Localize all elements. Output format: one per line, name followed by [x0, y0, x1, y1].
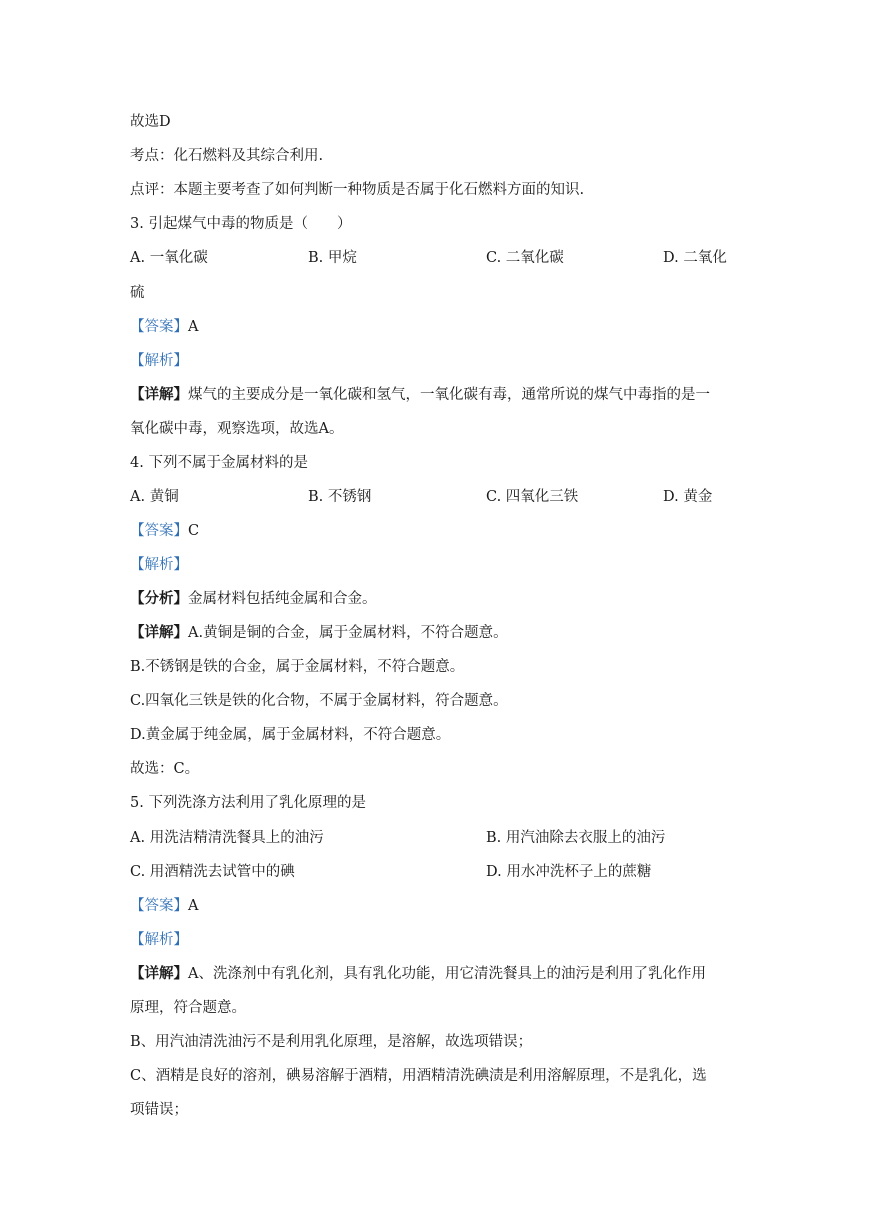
- question-4-stem: 4. 下列不属于金属材料的是: [130, 455, 308, 471]
- answer-line: [130, 317, 198, 337]
- text-line: B、用汽油清洗油污不是利用乳化原理，是溶解，故选项错误；: [130, 1034, 533, 1050]
- q5-option-a: A. 用洗洁精清洗餐具上的油污: [130, 830, 324, 846]
- detail-text: A.黄铜是铜的合金，属于金属材料，不符合题意。: [188, 625, 508, 641]
- analysis-tag: 【解析】: [130, 557, 188, 573]
- text-line: C.四氧化三铁是铁的化合物，不属于金属材料，符合题意。: [130, 693, 508, 709]
- answer-value: A: [188, 898, 199, 914]
- text-line: C、酒精是良好的溶剂，碘易溶解于酒精，用酒精清洗碘渍是利用溶解原理，不是乳化，选: [130, 1068, 707, 1084]
- q3-option-a: A. 一氧化碳: [130, 250, 208, 266]
- question-3-stem: 3. 引起煤气中毒的物质是（ ）: [130, 216, 352, 232]
- q4-option-a: A. 黄铜: [130, 489, 179, 505]
- q4-option-c: C. 四氧化三铁: [486, 489, 579, 505]
- q4-option-b: B. 不锈钢: [308, 489, 372, 505]
- detail-text: 煤气的主要成分是一氧化碳和氢气，一氧化碳有毒，通常所说的煤气中毒指的是一: [188, 387, 710, 403]
- text-line: 项错误；: [130, 1102, 188, 1118]
- fenxi-tag: 【分析】: [130, 590, 188, 607]
- analysis-tag: 【解析】: [130, 932, 188, 948]
- q5-option-c: C. 用酒精洗去试管中的碘: [130, 864, 295, 880]
- q3-option-c: C. 二氧化碳: [486, 250, 564, 266]
- q4-option-d: D. 黄金: [663, 489, 713, 505]
- detail-tag: 【详解】: [130, 386, 188, 403]
- answer-line: [130, 896, 198, 916]
- detail-tag: 【详解】: [130, 965, 188, 982]
- text-line: B.不锈钢是铁的合金，属于金属材料，不符合题意。: [130, 659, 465, 675]
- q5-option-d: D. 用水冲洗杯子上的蔗糖: [486, 864, 652, 880]
- text-line: 故选：C。: [130, 761, 200, 777]
- answer-value: A: [188, 319, 199, 335]
- answer-tag: 【答案】: [130, 898, 188, 914]
- text-line: D.黄金属于纯金属，属于金属材料，不符合题意。: [130, 727, 451, 743]
- text-line: 点评：本题主要考查了如何判断一种物质是否属于化石燃料方面的知识.: [130, 182, 585, 198]
- detail-tag: 【详解】: [130, 624, 188, 641]
- detail-text: A、洗涤剂中有乳化剂，具有乳化功能，用它清洗餐具上的油污是利用了乳化作用: [188, 966, 706, 982]
- analysis-tag: 【解析】: [130, 353, 188, 369]
- q3-option-b: B. 甲烷: [308, 250, 357, 266]
- q3-option-d: D. 二氧化: [663, 250, 727, 266]
- detail-line: [130, 385, 710, 405]
- text-line: 硫: [130, 285, 145, 301]
- q5-option-b: B. 用汽油除去衣服上的油污: [486, 830, 666, 846]
- answer-line: [130, 521, 199, 541]
- answer-value: C: [188, 523, 200, 539]
- answer-tag: 【答案】: [130, 319, 188, 335]
- detail-line: [130, 623, 508, 643]
- text-line: 考点：化石燃料及其综合利用.: [130, 148, 324, 164]
- text-line: 故选D: [130, 114, 171, 130]
- fenxi-line: [130, 589, 377, 609]
- text-line: 氧化碳中毒，观察选项，故选A。: [130, 421, 344, 437]
- question-5-stem: 5. 下列洗涤方法利用了乳化原理的是: [130, 795, 366, 811]
- detail-line: [130, 964, 706, 984]
- answer-tag: 【答案】: [130, 523, 188, 539]
- text-line: 原理，符合题意。: [130, 1000, 246, 1016]
- fenxi-text: 金属材料包括纯金属和合金。: [188, 591, 377, 607]
